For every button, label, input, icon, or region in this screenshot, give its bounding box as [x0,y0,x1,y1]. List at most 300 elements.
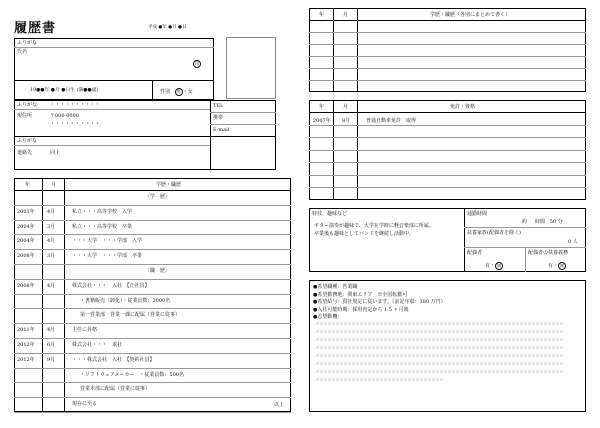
motive-placeholder-cell [388,330,391,333]
gender-field: 性別 男 ・女 [160,89,193,95]
motive-placeholder-cell [400,330,403,333]
history-row-text: ・ソフトウェアメーカー ・従業員数：500名 [80,371,184,378]
motive-placeholder-cell [516,346,519,349]
history-end-label: 以上 [274,402,285,408]
motive-placeholder-cell [380,354,383,357]
motive-placeholder-cell [348,330,351,333]
commute-value: 約 時間 50 分 [522,219,563,225]
motive-placeholder-cell [384,338,387,341]
motive-placeholder-cell [412,354,415,357]
motive-placeholder-cell [436,370,439,373]
motive-placeholder-cell [468,346,471,349]
motive-placeholder-cell [488,338,491,341]
motive-placeholder-cell [348,338,351,341]
motive-placeholder-cell [496,322,499,325]
motive-placeholder-cell [320,330,323,333]
motive-placeholder-cell [460,322,463,325]
motive-placeholder-cell [352,346,355,349]
motive-placeholder-cell [424,362,427,365]
motive-placeholder-cell [336,362,339,365]
motive-placeholder-cell [520,346,523,349]
dependents-value: 0 人 [568,239,578,245]
motive-placeholder-cell [356,362,359,365]
motive-placeholder-cell [464,322,467,325]
address-furigana-value: ・・・・・・・・・・ [50,102,101,108]
motive-placeholder-cell [368,338,371,341]
motive-placeholder-cell [384,378,387,381]
motive-placeholder-cell [392,330,395,333]
motive-placeholder-cell [484,338,487,341]
motive-placeholder-cell [548,362,551,365]
motive-placeholder-cell [516,322,519,325]
commute-label: 通勤時間 [467,211,488,217]
motive-placeholder-cell [488,322,491,325]
motive-placeholder-cell [492,330,495,333]
motive-placeholder-cell [432,378,435,381]
motive-placeholder-cell [496,330,499,333]
motive-placeholder-cell [316,378,319,381]
motive-placeholder-cell [368,370,371,373]
motive-placeholder-cell [376,346,379,349]
motive-placeholder-cell [344,354,347,357]
wish-item: ●希望給与：貴社規定に従います。（前記年収：380 万円） [313,299,446,305]
motive-placeholder-cell [348,362,351,365]
motive-placeholder-cell [500,362,503,365]
motive-placeholder-cell [332,378,335,381]
motive-placeholder-cell [544,338,547,341]
motive-placeholder-cell [316,330,319,333]
motive-placeholder-cell [364,330,367,333]
motive-placeholder-cell [496,338,499,341]
motive-placeholder-cell [548,370,551,373]
motive-placeholder-cell [392,378,395,381]
motive-placeholder-cell [428,322,431,325]
motive-placeholder-cell [368,322,371,325]
motive-placeholder-cell [364,354,367,357]
motive-placeholder-cell [536,322,539,325]
motive-placeholder-cell [396,362,399,365]
motive-placeholder-cell [516,370,519,373]
motive-placeholder-cell [392,346,395,349]
motive-placeholder-cell [520,322,523,325]
license-row-text: 普通自動車免許 取得 [366,118,417,124]
motive-placeholder-cell [384,370,387,373]
motive-placeholder-cell [496,346,499,349]
hobbies-block [309,208,586,272]
motive-placeholder-cell [516,330,519,333]
spouse-support-value: 有・ 無 [548,263,565,269]
motive-placeholder-cell [432,322,435,325]
motive-placeholder-cell [436,322,439,325]
motive-placeholder-cell [396,346,399,349]
name-label: 氏名 [17,49,28,55]
motive-placeholder-cell [440,346,443,349]
motive-placeholder-cell [392,322,395,325]
motive-placeholder-cell [380,370,383,373]
motive-placeholder-cell [364,370,367,373]
motive-placeholder-cell [476,330,479,333]
motive-placeholder-cell [436,362,439,365]
motive-placeholder-cell [472,354,475,357]
motive-placeholder-cell [376,378,379,381]
history-row-year: 2004年 [17,238,35,245]
motive-placeholder-cell [528,362,531,365]
history-row-year: 2004年 [17,223,35,230]
mobile-label: 携帯 [213,115,224,121]
motive-placeholder-cell [524,330,527,333]
license-col-content: 免許・資格 [450,104,476,110]
motive-placeholder-cell [476,338,479,341]
motive-placeholder-cell [556,370,559,373]
motive-placeholder-cell [396,378,399,381]
motive-placeholder-cell [484,362,487,365]
motive-placeholder-cell [544,322,547,325]
history-row-month: 6月 [47,342,56,348]
right-history-col-year: 年 [319,12,325,18]
date-line: 平成 ●年 ●月 ●日 [148,25,187,30]
motive-placeholder-cell [420,330,423,333]
motive-placeholder-cell [464,362,467,365]
motive-placeholder-cell [352,378,355,381]
motive-placeholder-cell [512,370,515,373]
motive-placeholder-cell [364,346,367,349]
motive-placeholder-cell [424,330,427,333]
motive-placeholder-cell [344,378,347,381]
motive-placeholder-cell [368,362,371,365]
motive-placeholder-cell [432,330,435,333]
motive-placeholder-cell [532,362,535,365]
motive-placeholder-cell [432,362,435,365]
motive-placeholder-cell [548,330,551,333]
spouse-value: 有・ 無 [485,263,502,269]
motive-placeholder-cell [360,378,363,381]
motive-placeholder-cell [360,370,363,373]
motive-placeholder-cell [428,346,431,349]
motive-placeholder-cell [372,330,375,333]
motive-placeholder-cell [348,370,351,373]
motive-placeholder-cell [404,370,407,373]
motive-placeholder-cell [484,370,487,373]
history-row-year: 2001年 [17,208,35,215]
motive-placeholder-cell [368,346,371,349]
motive-placeholder-cell [400,322,403,325]
motive-placeholder-cell [420,370,423,373]
motive-placeholder-cell [560,370,563,373]
motive-placeholder-cell [532,330,535,333]
motive-placeholder-cell [316,362,319,365]
motive-placeholder-cell [520,370,523,373]
motive-placeholder-cell [328,378,331,381]
motive-placeholder-cell [488,362,491,365]
motive-placeholder-cell [328,330,331,333]
motive-placeholder-cell [392,370,395,373]
motive-placeholder-cell [436,354,439,357]
motive-placeholder-cell [412,370,415,373]
motive-placeholder-cell [472,346,475,349]
motive-placeholder-cell [536,362,539,365]
motive-placeholder-cell [320,346,323,349]
motive-placeholder-cell [460,362,463,365]
motive-placeholder-cell [348,346,351,349]
motive-placeholder-cell [340,370,343,373]
motive-placeholder-cell [384,346,387,349]
motive-placeholder-cell [436,378,439,381]
motive-placeholder-cell [492,338,495,341]
motive-placeholder-cell [460,354,463,357]
motive-placeholder-cell [352,370,355,373]
motive-placeholder-cell [512,338,515,341]
motive-placeholder-cell [436,346,439,349]
motive-placeholder-cell [344,322,347,325]
motive-placeholder-cell [352,354,355,357]
motive-placeholder-cell [392,338,395,341]
motive-placeholder-cell [492,346,495,349]
motive-placeholder-cell [524,362,527,365]
motive-placeholder-cell [408,346,411,349]
history-row-month: 9月 [47,356,56,363]
motive-placeholder-cell [328,338,331,341]
motive-placeholder-cell [356,338,359,341]
motive-placeholder-cell [484,330,487,333]
motive-placeholder-cell [388,354,391,357]
motive-placeholder-cell [484,354,487,357]
motive-placeholder-cell [464,354,467,357]
motive-placeholder-cell [508,346,511,349]
motive-placeholder-cell [500,338,503,341]
motive-placeholder-cell [348,354,351,357]
motive-placeholder-cell [428,370,431,373]
motive-placeholder-cell [328,362,331,365]
motive-placeholder-cell [532,346,535,349]
right-history-col-content: 学歴・職歴（各別にまとめて書く） [430,12,511,18]
motive-placeholder-cell [380,322,383,325]
motive-placeholder-cell [496,370,499,373]
seal-mark: 印 [195,61,199,66]
motive-placeholder-cell [472,330,475,333]
motive-placeholder-cell [428,354,431,357]
history-row-text: 〈職 歴〉 [145,268,171,274]
motive-placeholder-cell [392,362,395,365]
motive-placeholder-cell [472,338,475,341]
motive-placeholder-cell [356,330,359,333]
motive-placeholder-cell [480,346,483,349]
motive-placeholder-cell [324,354,327,357]
motive-placeholder-cell [320,354,323,357]
motive-placeholder-cell [404,322,407,325]
motive-placeholder-cell [340,338,343,341]
motive-placeholder-cell [432,346,435,349]
motive-placeholder-cell [416,322,419,325]
motive-placeholder-cell [412,362,415,365]
motive-placeholder-cell [372,354,375,357]
motive-placeholder-cell [560,338,563,341]
motive-placeholder-cell [404,338,407,341]
motive-placeholder-cell [504,354,507,357]
motive-placeholder-cell [516,338,519,341]
motive-placeholder-cell [356,354,359,357]
motive-placeholder-cell [460,330,463,333]
motive-placeholder-cell [544,346,547,349]
motive-placeholder-cell [412,322,415,325]
motive-placeholder-cell [432,370,435,373]
motive-placeholder-cell [444,322,447,325]
motive-placeholder-cell [408,338,411,341]
motive-placeholder-cell [344,338,347,341]
motive-placeholder-cell [368,354,371,357]
motive-placeholder-cell [532,322,535,325]
history-row-text: 現在に至る [72,401,98,408]
motive-placeholder-cell [376,338,379,341]
motive-placeholder-cell [364,362,367,365]
motive-placeholder-cell [480,370,483,373]
motive-placeholder-cell [372,346,375,349]
motive-placeholder-cell [468,338,471,341]
history-row-text: ・・・株式会社 入社 【契約社員】 [72,356,155,363]
motive-placeholder-cell [456,346,459,349]
motive-placeholder-cell [452,354,455,357]
email-label: E-mail [213,127,230,133]
license-col-year: 年 [319,104,325,110]
motive-placeholder-cell [556,330,559,333]
motive-placeholder-cell [552,354,555,357]
history-row-year: 2012年 [17,342,35,348]
motive-placeholder-cell [560,330,563,333]
motive-placeholder-cell [500,346,503,349]
motive-placeholder-cell [480,322,483,325]
right-history-col-month: 月 [343,12,349,18]
motive-placeholder-cell [512,346,515,349]
motive-placeholder-cell [488,346,491,349]
motive-placeholder-cell [552,362,555,365]
history-col-year: 年 [25,182,31,188]
motive-placeholder-cell [328,354,331,357]
motive-placeholder-cell [412,378,415,381]
motive-placeholder-cell [400,338,403,341]
motive-placeholder-cell [556,346,559,349]
motive-placeholder-cell [524,346,527,349]
history-row-month: 3月 [47,253,56,260]
motive-placeholder-cell [552,330,555,333]
motive-placeholder-cell [440,354,443,357]
motive-placeholder-cell [408,354,411,357]
motive-placeholder-cell [540,338,543,341]
motive-placeholder-cell [484,346,487,349]
motive-placeholder-cell [416,338,419,341]
motive-placeholder-cell [360,330,363,333]
motive-placeholder-cell [452,362,455,365]
motive-placeholder-cell [360,346,363,349]
motive-placeholder-cell [480,330,483,333]
motive-placeholder-cell [416,362,419,365]
motive-placeholder-cell [356,370,359,373]
motive-placeholder-cell [420,354,423,357]
history-row-text: 株式会社・・・ 退社 [72,342,123,348]
motive-placeholder-cell [420,346,423,349]
history-row-year: 2008年 [17,253,35,260]
motive-placeholder-cell [356,322,359,325]
motive-placeholder-cell [388,338,391,341]
history-row-text: 私立・・・高等学校 卒業 [72,223,133,230]
motive-placeholder-cell [372,338,375,341]
motive-placeholder-cell [396,330,399,333]
motive-placeholder-cell [544,330,547,333]
motive-placeholder-cell [420,338,423,341]
motive-placeholder-cell [336,354,339,357]
tel-label: TEL [213,103,224,109]
motive-placeholder-cell [536,354,539,357]
history-row-text: 営業本部に配属（営業に従事） [80,386,151,393]
license-row-month: 8月 [342,118,351,124]
motive-placeholder-cell [316,354,319,357]
motive-placeholder-cell [320,378,323,381]
motive-placeholder-cell [336,338,339,341]
motive-placeholder-cell [344,362,347,365]
motive-placeholder-cell [328,322,331,325]
motive-placeholder-cell [528,322,531,325]
motive-placeholder-cell [424,346,427,349]
motive-placeholder-cell [452,346,455,349]
motive-placeholder-cell [320,370,323,373]
motive-placeholder-cell [396,354,399,357]
motive-placeholder-cell [368,330,371,333]
motive-placeholder-cell [556,354,559,357]
contact-label: 連絡先 [17,150,33,156]
motive-placeholder-cell [536,370,539,373]
motive-placeholder-cell [448,354,451,357]
history-row-month: 4月 [47,208,56,215]
motive-placeholder-cell [348,322,351,325]
history-row-year: 2011年 [17,327,35,334]
postal-code: 〒000-0000 [50,113,79,119]
motive-placeholder-cell [408,322,411,325]
motive-placeholder-cell [416,330,419,333]
motive-placeholder-cell [412,338,415,341]
motive-placeholder-cell [500,322,503,325]
motive-placeholder-cell [412,330,415,333]
motive-placeholder-cell [356,378,359,381]
motive-placeholder-cell [536,346,539,349]
motive-placeholder-cell [388,378,391,381]
motive-placeholder-cell [456,370,459,373]
history-row-month: 3月 [47,223,56,230]
motive-placeholder-cell [424,370,427,373]
motive-placeholder-cell [508,322,511,325]
motive-placeholder-cell [428,362,431,365]
motive-placeholder-cell [508,330,511,333]
motive-placeholder-cell [392,354,395,357]
history-row-text: 第一営業部 営業一課に配属（営業に従事） [80,312,181,319]
address-furigana-label: ふりがな [17,102,38,108]
motive-placeholder-cell [448,362,451,365]
license-col-month: 月 [343,104,349,110]
motive-placeholder-cell [548,346,551,349]
motive-placeholder-cell [464,370,467,373]
motive-placeholder-cell [448,346,451,349]
motive-placeholder-cell [556,338,559,341]
motive-placeholder-cell [456,338,459,341]
motive-placeholder-cell [340,346,343,349]
motive-placeholder-cell [388,362,391,365]
motive-placeholder-cell [444,330,447,333]
motive-placeholder-cell [324,330,327,333]
motive-placeholder-cell [456,330,459,333]
motive-placeholder-cell [444,354,447,357]
motive-placeholder-cell [336,378,339,381]
motive-placeholder-cell [388,322,391,325]
history-row-year: 2008年 [17,282,35,289]
motive-placeholder-cell [544,370,547,373]
motive-placeholder-cell [560,354,563,357]
